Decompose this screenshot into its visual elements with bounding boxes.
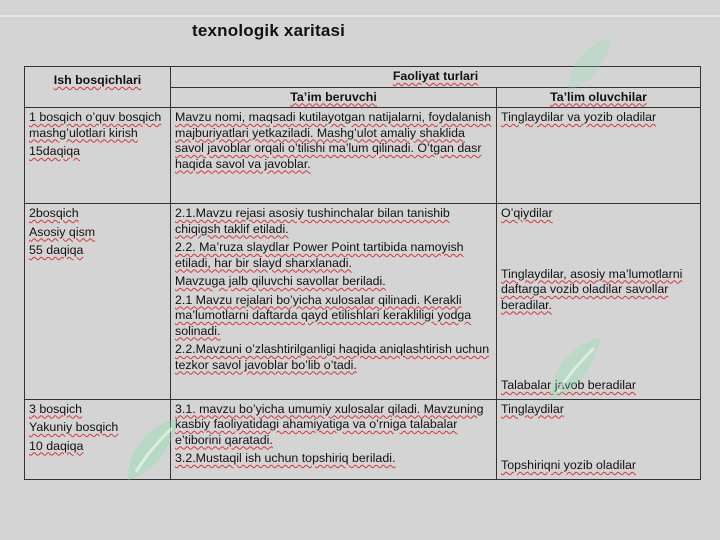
stage-duration: 10 daqiqa — [29, 438, 84, 453]
teacher-text: 3.1. mavzu bo’yicha umumiy xulosalar qiladi. Mavzuning kasbiy faoliyatidagi ahamiyatiga va o’rniga talabalar e’tiborini qaratadi. — [175, 401, 484, 447]
stage-cell — [25, 399, 171, 479]
stage-duration: 15daqiqa — [29, 144, 80, 158]
students-text: O’qiydilar — [501, 206, 553, 220]
stage-cell — [25, 108, 171, 204]
teacher-cell — [171, 399, 497, 479]
teacher-cell — [171, 204, 497, 400]
students-text: Talabalar javob beradilar — [501, 378, 637, 392]
header-teacher: Ta’im beruvchi — [171, 87, 497, 108]
stage-text: 3 bosqich — [29, 401, 83, 416]
top-divider-line — [0, 15, 720, 17]
students-cell — [497, 108, 701, 204]
technology-map-table — [24, 66, 701, 480]
table-row — [25, 399, 701, 479]
students-text: Topshiriqni yozib oladilar — [501, 458, 636, 472]
header-stages: Ish bosqichlari — [25, 67, 171, 108]
teacher-text: Mavzuga jalb qiluvchi savollar beriladi. — [175, 274, 386, 288]
header-students: Ta’lim oluvchilar — [497, 87, 701, 108]
header-row-top — [25, 67, 701, 88]
table-row — [25, 108, 701, 204]
students-cell — [497, 204, 701, 400]
teacher-cell — [171, 108, 497, 204]
stage-name: Yakuniy bosqich — [29, 420, 119, 434]
teacher-text: Mavzu nomi, maqsadi kutilayotgan natijalarni, foydalanish majburiyatlari yetkaziladi. Mashg’ulot amaliy shaklida savol javoblar orqali o’tilishi ma’lum qilinadi. O’tgan dasr haqida savol va javoblar. — [175, 110, 492, 171]
stage-name: Asosiy qism — [29, 224, 96, 239]
stage-text: 1 bosqich o’quv bosqich mashg’ulotlari kirish — [29, 110, 162, 140]
students-text: Tinglaydilar va yozib oladilar — [501, 110, 657, 124]
students-cell — [497, 399, 701, 479]
teacher-text: 3.2.Mustaqil ish uchun topshiriq beriladi. — [175, 451, 396, 465]
students-text: Tinglaydilar — [501, 401, 564, 416]
table-row — [25, 204, 701, 400]
teacher-text: 2.1.Mavzu rejasi asosiy tushinchalar bilan tanishib chiqigsh taklif etiladi. — [175, 206, 450, 236]
stage-duration: 55 daqiqa — [29, 243, 84, 257]
teacher-text: 2.2.Mavzuni o’zlashtirilganligi haqida aniqlashtirish uchun tezkor savol javoblar bo’lib o’tadi. — [175, 342, 490, 372]
stage-text: 2bosqich — [29, 206, 79, 220]
teacher-text: 2.2. Ma’ruza slaydlar Power Point tartibida namoyish etiladi, har bir slayd sharxlanadi. — [175, 240, 464, 270]
stage-cell — [25, 204, 171, 400]
students-text: Tinglaydilar, asosiy ma’lumotlarni daftarga vozib oladilar savollar beradilar. — [501, 266, 683, 312]
teacher-text: 2.1 Mavzu rejalari bo’yicha xulosalar qilinadi. Kerakli ma’lumotlarni daftarda qayd etilishlari kerakliligi yodga solinadi. — [175, 292, 472, 338]
header-activities: Faoliyat turlari — [171, 67, 701, 88]
page-title: texnologik xaritasi — [192, 21, 346, 40]
